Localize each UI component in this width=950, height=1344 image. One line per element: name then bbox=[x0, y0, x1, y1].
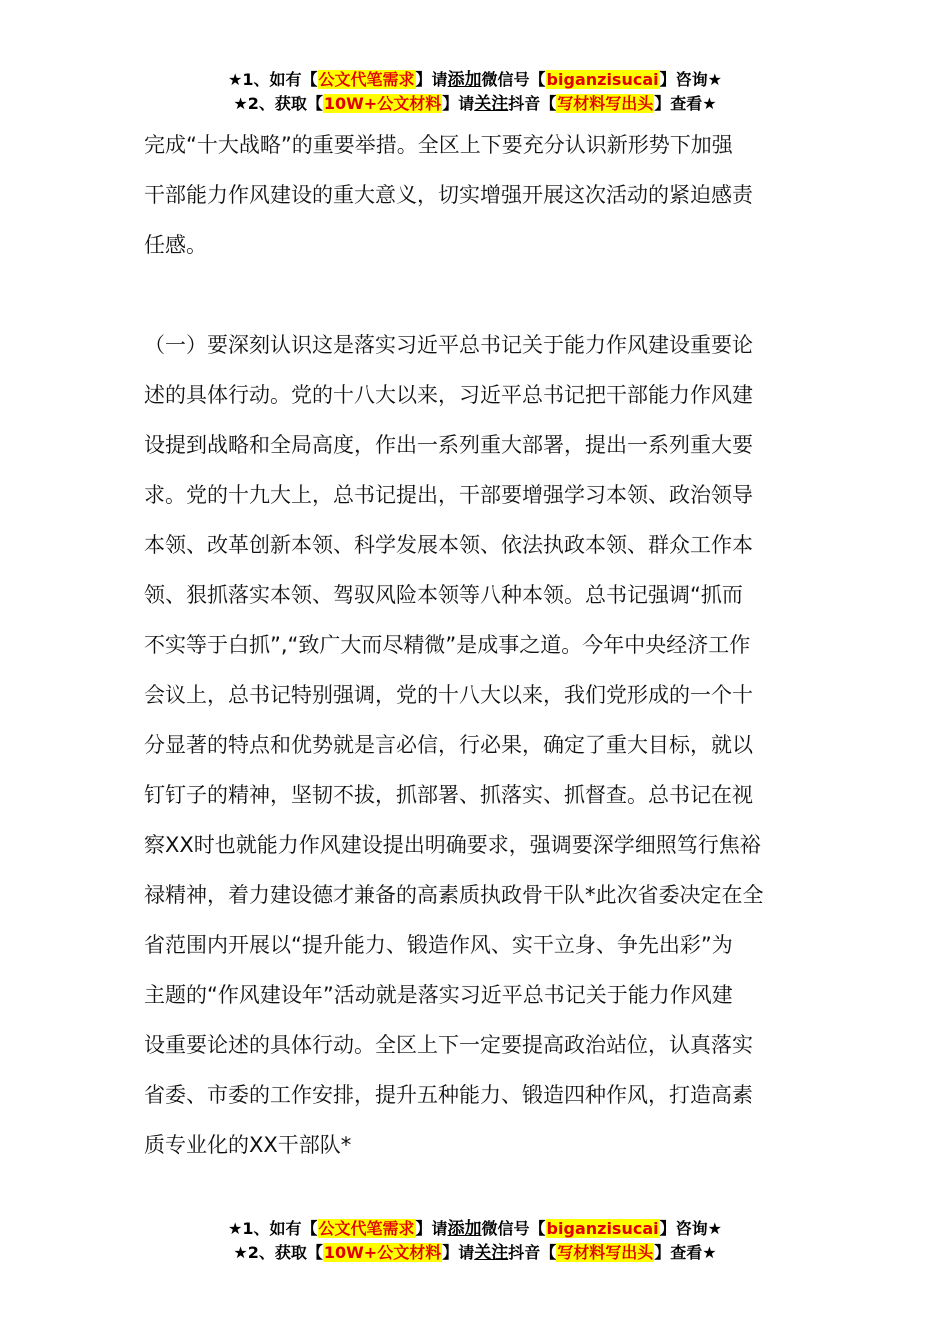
text-line: 求。党的十九大上，总书记提出，干部要增强学习本领、政治领导 bbox=[144, 483, 753, 507]
promo-banner-top bbox=[0, 68, 950, 116]
text-line: 领、狠抓落实本领、驾驭风险本领等八种本领。总书记强调“抓而 bbox=[144, 583, 743, 607]
highlight-materials: 10W+公文材料 bbox=[323, 1243, 442, 1262]
text-line: 本领、改革创新本领、科学发展本领、依法执政本领、群众工作本 bbox=[144, 533, 753, 557]
highlight-wechat-id: biganzisucai bbox=[546, 70, 659, 89]
text-line: 分显著的特点和优势就是言必信，行必果，确定了重大目标，就以 bbox=[144, 733, 753, 757]
text-line: 设提到战略和全局高度，作出一系列重大部署，提出一系列重大要 bbox=[144, 433, 753, 457]
text-line: 禄精神，着力建设德才兼备的高素质执政骨干队*此次省委决定在全 bbox=[144, 883, 764, 907]
underlined-add: 添加 bbox=[447, 1219, 482, 1239]
text-line: 省委、市委的工作安排，提升五种能力、锻造四种作风，打造高素 bbox=[144, 1083, 753, 1107]
text-line: 述的具体行动。党的十八大以来，习近平总书记把干部能力作风建 bbox=[144, 383, 753, 407]
paragraph-continuation bbox=[144, 120, 808, 270]
text-line: 主题的“作风建设年”活动就是落实习近平总书记关于能力作风建 bbox=[144, 983, 733, 1007]
text-line: 钉钉子的精神，坚韧不拔，抓部署、抓落实、抓督查。总书记在视 bbox=[144, 783, 753, 807]
paragraph-section-one bbox=[144, 320, 808, 1170]
banner-line-2: ★2、获取【10W+公文材料】请关注抖音【写材料写出头】查看★ bbox=[233, 94, 717, 114]
text-line: （一）要深刻认识这是落实习近平总书记关于能力作风建设重要论 bbox=[144, 333, 753, 357]
text-line: 任感。 bbox=[144, 233, 207, 257]
text-line: 设重要论述的具体行动。全区上下一定要提高政治站位，认真落实 bbox=[144, 1033, 753, 1057]
highlight-materials: 10W+公文材料 bbox=[323, 94, 442, 113]
text-line: 省范围内开展以“提升能力、锻造作风、实干立身、争先出彩”为 bbox=[144, 933, 733, 957]
banner-line-1: ★1、如有【公文代笔需求】请添加微信号【biganzisucai】咨询★ bbox=[228, 1219, 722, 1239]
text-line: 察XX时也就能力作风建设提出明确要求，强调要深学细照笃行焦裕 bbox=[144, 833, 761, 857]
highlight-wechat-id: biganzisucai bbox=[546, 1219, 659, 1238]
text-line: 完成“十大战略”的重要举措。全区上下要充分认识新形势下加强 bbox=[144, 133, 733, 157]
text-line: 质专业化的XX干部队* bbox=[144, 1133, 352, 1157]
highlight-service: 公文代笔需求 bbox=[318, 1219, 415, 1238]
underlined-follow: 关注 bbox=[474, 94, 509, 114]
banner-line-1: ★1、如有【公文代笔需求】请添加微信号【biganzisucai】咨询★ bbox=[228, 70, 722, 90]
underlined-add: 添加 bbox=[447, 70, 482, 90]
highlight-account: 写材料写出头 bbox=[557, 1243, 654, 1262]
highlight-account: 写材料写出头 bbox=[557, 94, 654, 113]
banner-line-2: ★2、获取【10W+公文材料】请关注抖音【写材料写出头】查看★ bbox=[233, 1243, 717, 1263]
text-line: 会议上，总书记特别强调，党的十八大以来，我们党形成的一个十 bbox=[144, 683, 753, 707]
highlight-service: 公文代笔需求 bbox=[318, 70, 415, 89]
promo-banner-bottom bbox=[0, 1217, 950, 1265]
text-line: 干部能力作风建设的重大意义，切实增强开展这次活动的紧迫感责 bbox=[144, 183, 753, 207]
text-line: 不实等于白抓”,“致广大而尽精微”是成事之道。今年中央经济工作 bbox=[144, 633, 751, 657]
underlined-follow: 关注 bbox=[474, 1243, 509, 1263]
